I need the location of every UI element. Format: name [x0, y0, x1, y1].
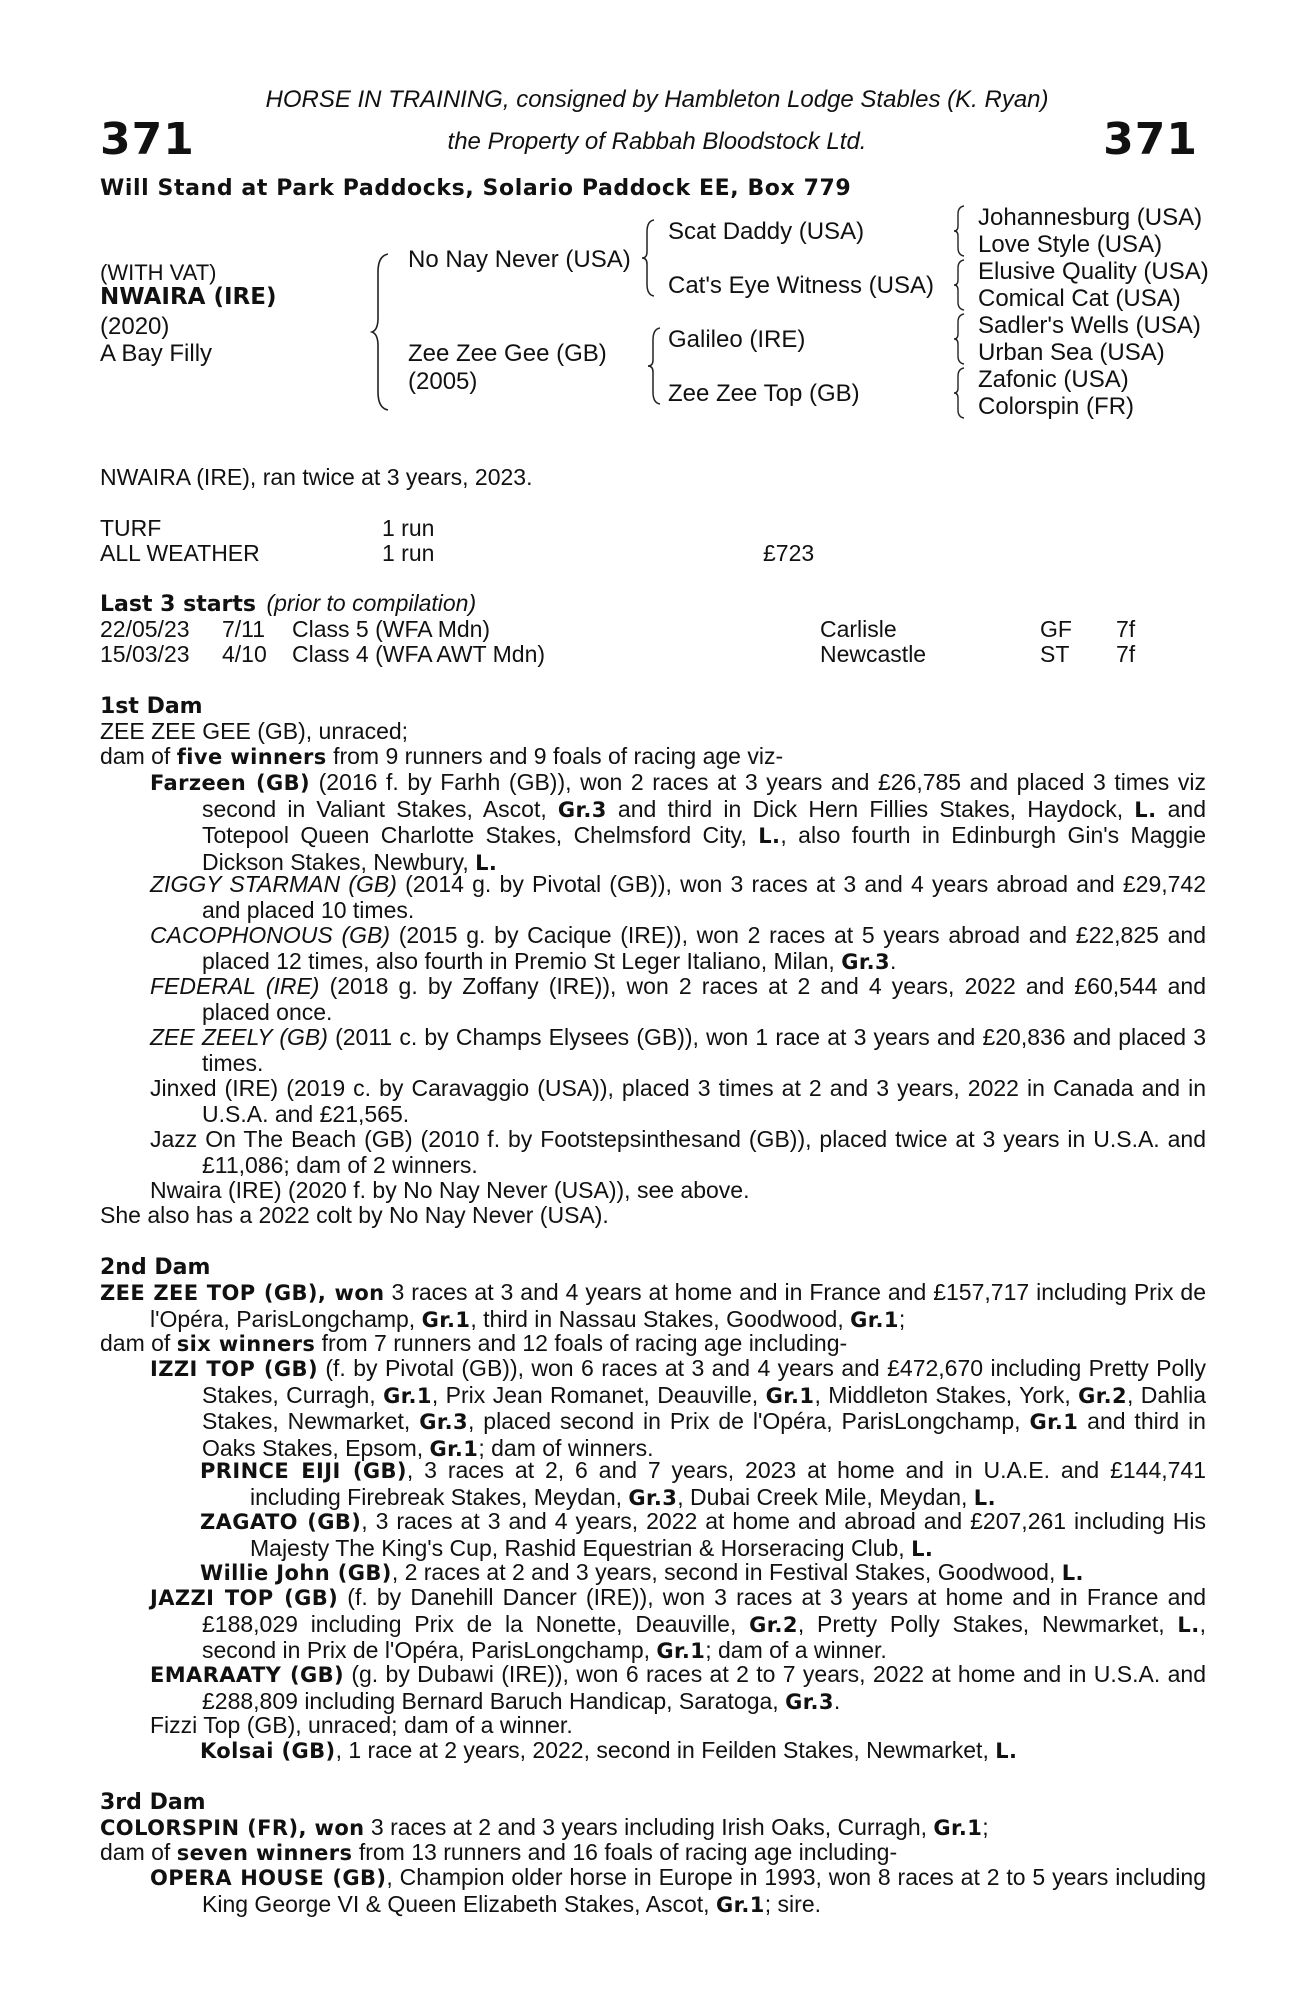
sire-sire-name: Scat Daddy (USA) — [668, 218, 865, 245]
horse-name: NWAIRA (IRE) — [100, 284, 277, 310]
start-row-going-2: ST — [1040, 641, 1070, 667]
second-dam-record: ZEE ZEE TOP (GB), won 3 races at 3 and 4 years at home and in France and £157,717 including Prix de l'Opéra, ParisLongchamp, Gr.1, third in Nassau Stakes, Goodwood, Gr.1; — [100, 1279, 1206, 1332]
entry-jinxed: Jinxed (IRE) (2019 c. by Caravaggio (USA)), placed 3 times at 2 and 3 years, 2022 in Canada and in U.S.A. and £21,565. — [150, 1075, 1206, 1127]
ancestor-johannesburg: Johannesburg (USA) — [978, 204, 1203, 231]
ancestor-elusive-quality: Elusive Quality (USA) — [978, 258, 1209, 285]
entry-jazz-on-the-beach: Jazz On The Beach (GB) (2010 f. by Footstepsinthesand (GB)), placed twice at 3 years in U.S.A. and £11,086; dam of 2 winners. — [150, 1126, 1206, 1178]
horse-description: A Bay Filly — [100, 340, 213, 367]
entry-farzeen: Farzeen (GB) (2016 f. by Farhh (GB)), won 2 races at 3 years and £26,785 and placed 3 times viz second in Valiant Stakes, Ascot, Gr.3 and third in Dick Hern Fillies Stakes, Haydock, L. and Totepool Queen Charlotte Stakes, Chelmsford City, L., also fourth in Edinburgh Gin's Maggie Dickson Stakes, Newbury, L. — [150, 769, 1207, 875]
sire-dam-name: Cat's Eye Witness (USA) — [668, 272, 934, 299]
last-starts-note: (prior to compilation) — [266, 590, 477, 616]
brace-g1 — [952, 204, 968, 258]
ancestor-love-style: Love Style (USA) — [978, 231, 1163, 258]
start-row-course-1: Carlisle — [820, 616, 897, 642]
third-dam-heading: 3rd Dam — [100, 1790, 206, 1815]
ancestor-colorspin: Colorspin (FR) — [978, 393, 1135, 420]
start-row-date-2: 15/03/23 — [100, 641, 190, 667]
dam-dam-name: Zee Zee Top (GB) — [668, 380, 860, 407]
ancestor-sadlers-wells: Sadler's Wells (USA) — [978, 312, 1201, 339]
start-row-pos-2: 4/10 — [222, 641, 267, 667]
first-dam-heading: 1st Dam — [100, 694, 203, 719]
entry-ziggy-starman: ZIGGY STARMAN (GB) (2014 g. by Pivotal (GB)), won 3 races at 3 and 4 years abroad and £29,742 and placed 10 times. — [150, 871, 1206, 923]
stand-location: Will Stand at Park Paddocks, Solario Paddock EE, Box 779 — [100, 176, 852, 201]
entry-cacophonous: CACOPHONOUS (GB) (2015 g. by Cacique (IRE)), won 2 races at 5 years abroad and £22,825 and placed 12 times, also fourth in Premio St Leger Italiano, Milan, Gr.3. — [150, 922, 1206, 974]
first-dam-produce-line: dam of five winners from 9 runners and 9 foals of racing age viz- — [100, 743, 784, 769]
start-row-date-1: 22/05/23 — [100, 616, 190, 642]
pedigree-brace-main — [370, 252, 394, 412]
entry-opera-house: OPERA HOUSE (GB), Champion older horse in Europe in 1993, won 8 races at 2 to 5 years including King George VI & Queen Elizabeth Stakes, Ascot, Gr.1; sire. — [150, 1864, 1206, 1917]
ancestor-urban-sea: Urban Sea (USA) — [978, 339, 1165, 366]
ancestor-comical-cat: Comical Cat (USA) — [978, 285, 1181, 312]
start-row-going-1: GF — [1040, 616, 1072, 642]
lot-number-left: 371 — [100, 114, 195, 165]
dam-name: Zee Zee Gee (GB) — [408, 340, 607, 367]
entry-emaraaty: EMARAATY (GB) (g. by Dubawi (IRE)), won 6 races at 2 to 7 years, 2022 at home and in U.S.A. and £288,809 including Bernard Baruch Handicap, Saratoga, Gr.3. — [150, 1661, 1206, 1714]
property-line: the Property of Rabbah Bloodstock Ltd. — [447, 128, 867, 155]
second-dam-produce-line: dam of six winners from 7 runners and 12 foals of racing age including- — [100, 1330, 848, 1356]
entry-prince-eiji: PRINCE EIJI (GB), 3 races at 2, 6 and 7 years, 2023 at home and in U.A.E. and £144,741 including Firebreak Stakes, Meydan, Gr.3, Dubai Creek Mile, Meydan, L. — [200, 1457, 1207, 1510]
stat-surface-aw: ALL WEATHER — [100, 540, 260, 566]
horse-year: (2020) — [100, 313, 170, 340]
brace-g3 — [952, 312, 968, 366]
start-row-course-2: Newcastle — [820, 641, 927, 667]
entry-willie-john: Willie John (GB), 2 races at 2 and 3 years, second in Festival Stakes, Goodwood, L. — [200, 1559, 1084, 1585]
vat-label: (WITH VAT) — [100, 260, 217, 285]
stat-prize-aw: £723 — [763, 540, 815, 566]
brace-g4 — [952, 366, 968, 420]
sire-name: No Nay Never (USA) — [408, 246, 631, 273]
lot-number-right: 371 — [1103, 114, 1198, 165]
entry-izzi-top: IZZI TOP (GB) (f. by Pivotal (GB)), won 6 races at 3 and 4 years and £472,670 including Pretty Polly Stakes, Curragh, Gr.1, Prix Jean Romanet, Deauville, Gr.1, Middleton Stakes, York, Gr.2, Dahlia Stakes, Newmarket, Gr.3, placed second in Prix de l'Opéra, ParisLongchamp, Gr.1 and third in Oaks Stakes, Epsom, Gr.1; dam of winners. — [150, 1355, 1206, 1461]
stat-surface-turf: TURF — [100, 515, 162, 541]
ancestor-zafonic: Zafonic (USA) — [978, 366, 1129, 393]
last-starts-heading — [100, 591, 476, 617]
sire-brace — [640, 218, 660, 298]
dam-year: (2005) — [408, 368, 478, 395]
last-starts-title: Last 3 starts — [100, 592, 257, 617]
brace-g2 — [952, 258, 968, 312]
start-row-dist-2: 7f — [1116, 641, 1136, 667]
entry-zagato: ZAGATO (GB), 3 races at 3 and 4 years, 2022 at home and abroad and £207,261 including His Majesty The King's Cup, Rashid Equestrian & Horseracing Club, L. — [200, 1508, 1207, 1561]
also-has-line: She also has a 2022 colt by No Nay Never (USA). — [100, 1202, 609, 1228]
stat-runs-aw: 1 run — [382, 540, 435, 566]
start-row-pos-1: 7/11 — [222, 616, 266, 642]
stat-runs-turf: 1 run — [382, 515, 435, 541]
entry-jazzi-top: JAZZI TOP (GB) (f. by Danehill Dancer (IRE)), won 3 races at 3 years at home and in France and £188,029 including Prix de la Nonette, Deauville, Gr.2, Pretty Polly Stakes, Newmarket, L., second in Prix de l'Opéra, ParisLongchamp, Gr.1; dam of a winner. — [150, 1584, 1207, 1663]
first-dam-line: ZEE ZEE GEE (GB), unraced; — [100, 718, 409, 744]
third-dam-record: COLORSPIN (FR), won 3 races at 2 and 3 years including Irish Oaks, Curragh, Gr.1; — [100, 1814, 989, 1840]
consignor-line: HORSE IN TRAINING, consigned by Hambleton Lodge Stables (K. Ryan) — [265, 86, 1049, 113]
start-row-race-2: Class 4 (WFA AWT Mdn) — [292, 641, 546, 667]
second-dam-heading: 2nd Dam — [100, 1255, 211, 1280]
race-summary: NWAIRA (IRE), ran twice at 3 years, 2023. — [100, 464, 533, 490]
dam-sire-name: Galileo (IRE) — [668, 326, 806, 353]
entry-federal: FEDERAL (IRE) (2018 g. by Zoffany (IRE)), won 2 races at 2 and 4 years, 2022 and £60,544 and placed once. — [150, 973, 1207, 1025]
start-row-race-1: Class 5 (WFA Mdn) — [292, 616, 491, 642]
entry-kolsai: Kolsai (GB), 1 race at 2 years, 2022, second in Feilden Stakes, Newmarket, L. — [200, 1737, 1018, 1763]
five-winners: five winners — [176, 745, 327, 769]
third-dam-produce-line: dam of seven winners from 13 runners and 16 foals of racing age including- — [100, 1839, 898, 1865]
entry-fizzi-top: Fizzi Top (GB), unraced; dam of a winner. — [150, 1712, 573, 1738]
dam-brace — [646, 326, 666, 406]
start-row-dist-1: 7f — [1116, 616, 1136, 642]
entry-zee-zeely: ZEE ZEELY (GB) (2011 c. by Champs Elysees (GB)), won 1 race at 3 years and £20,836 and placed 3 times. — [150, 1024, 1206, 1076]
entry-nwaira: Nwaira (IRE) (2020 f. by No Nay Never (USA)), see above. — [150, 1177, 750, 1203]
